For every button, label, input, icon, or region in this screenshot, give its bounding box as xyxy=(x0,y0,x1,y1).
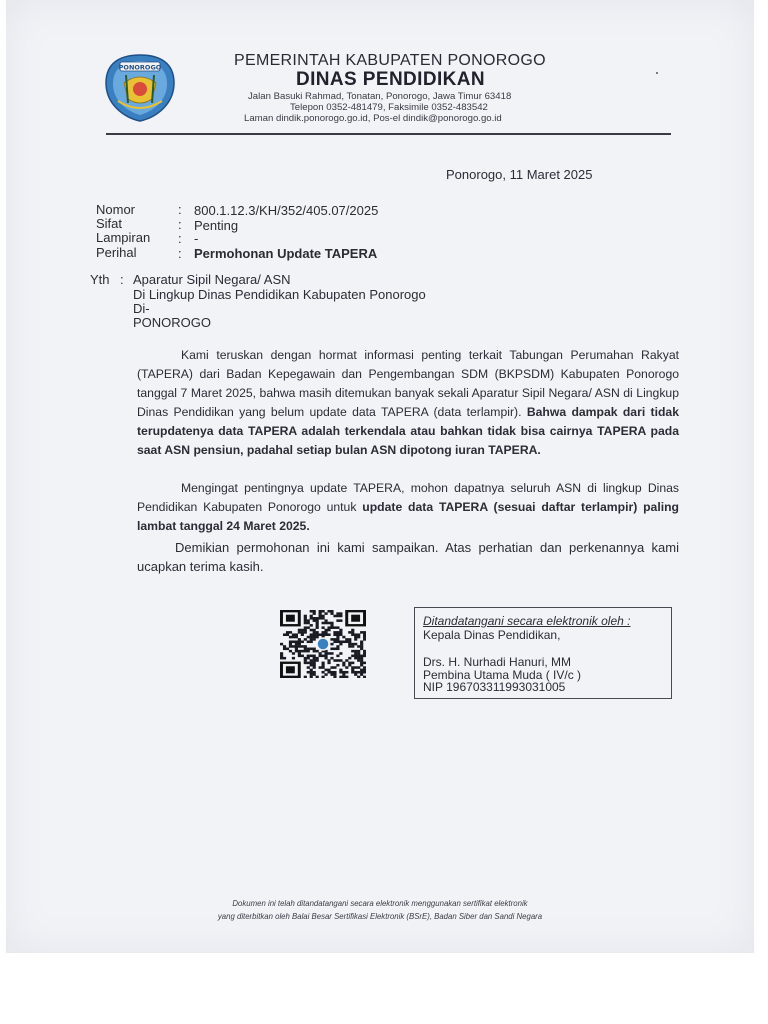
svg-text:PONOROGO: PONOROGO xyxy=(118,63,162,72)
office-address: Jalan Basuki Rahmad, Tonatan, Ponorogo, Jawa Timur 63418 xyxy=(248,91,512,102)
body-paragraph-1 xyxy=(137,346,679,460)
lampiran-label: Lampiran xyxy=(96,230,151,245)
office-name: DINAS PENDIDIKAN xyxy=(296,69,486,90)
lampiran-value: - xyxy=(194,231,199,246)
paragraph-2-bold: update data TAPERA (sesuai daftar terlampir) paling lambat tanggal 24 Maret 2025. xyxy=(137,500,679,533)
footer-line2: yang diterbitkan oleh Balai Besar Sertifikasi Elektronik (BSrE), Badan Siber dan Sandi Negara xyxy=(217,912,543,921)
body-paragraph-3: Demikian permohonan ini kami sampaikan. Atas perhatian dan perkenannya kami ucapkan terima kasih. xyxy=(137,540,679,574)
sifat-colon: : xyxy=(178,217,182,232)
yth-colon: : xyxy=(120,272,124,287)
sifat-value: Penting xyxy=(194,218,239,233)
addressee-line2: Di Lingkup Dinas Pendidikan Kabupaten Ponorogo xyxy=(133,287,426,302)
nomor-label: Nomor xyxy=(96,202,136,217)
addressee-line3: Di- xyxy=(133,301,150,316)
lampiran-colon: : xyxy=(178,231,182,246)
paragraph-2-text: Mengingat pentingnya update TAPERA, mohon dapatnya seluruh ASN di lingkup Dinas Pendidikan Kabupaten Ponorogo untuk xyxy=(137,481,679,514)
qr-code-icon xyxy=(280,610,366,678)
yth-label: Yth xyxy=(90,272,110,287)
paper-speck xyxy=(656,72,658,74)
office-website: Laman dindik.ponorogo.go.id, Pos-el dindik@ponorogo.go.id xyxy=(244,113,502,124)
qr-center-logo-icon xyxy=(317,638,329,650)
letter-page xyxy=(6,0,754,953)
perihal-value: Permohonan Update TAPERA xyxy=(194,246,378,261)
government-name: PEMERINTAH KABUPATEN PONOROGO xyxy=(234,52,546,69)
signature-position: Kepala Dinas Pendidikan, xyxy=(423,628,561,642)
paragraph-1-bold: Bahwa dampak dari tidak terupdatenya data TAPERA adalah terkendala atau bahkan tidak bisa cairnya TAPERA pada saat ASN pensiun, padahal setiap bulan ASN dipotong iuran TAPERA. xyxy=(137,405,679,457)
signature-heading: Ditandatangani secara elektronik oleh : xyxy=(423,614,631,628)
perihal-label: Perihal xyxy=(96,245,137,260)
signature-rank: Pembina Utama Muda ( IV/c ) xyxy=(423,668,582,682)
sifat-label: Sifat xyxy=(96,216,123,231)
header-divider xyxy=(106,133,671,135)
signature-box xyxy=(414,607,672,699)
addressee-line4: PONOROGO xyxy=(133,315,212,330)
addressee-line1: Aparatur Sipil Negara/ ASN xyxy=(133,272,291,287)
letter-date: Ponorogo, 11 Maret 2025 xyxy=(446,167,593,182)
body-paragraph-2 xyxy=(137,479,679,536)
signature-nip: NIP 196703311993031005 xyxy=(423,680,566,694)
paragraph-1-text: Kami teruskan dengan hormat informasi penting terkait Tabungan Perumahan Rakyat (TAPERA) dari Badan Kepegawain dan Pengembangan SDM (BKPSDM) Kabupaten Ponorogo tanggal 7 Maret 2025, bahwa masih ditemukan banyak sekali Aparatur Sipil Negara/ ASN di Lingkup Dinas Pendidikan yang belum update data TAPERA (data terlampir). xyxy=(137,348,679,419)
office-phone: Telepon 0352-481479, Faksimile 0352-483542 xyxy=(290,102,488,113)
signature-name: Drs. H. Nurhadi Hanuri, MM xyxy=(423,655,572,669)
nomor-value: 800.1.12.3/KH/352/405.07/2025 xyxy=(194,203,379,218)
perihal-colon: : xyxy=(178,246,182,261)
footer-line1: Dokumen ini telah ditandatangani secara elektronik menggunakan sertifikat elektronik xyxy=(232,899,528,908)
ponorogo-emblem-logo xyxy=(102,53,178,123)
nomor-colon: : xyxy=(178,202,182,217)
